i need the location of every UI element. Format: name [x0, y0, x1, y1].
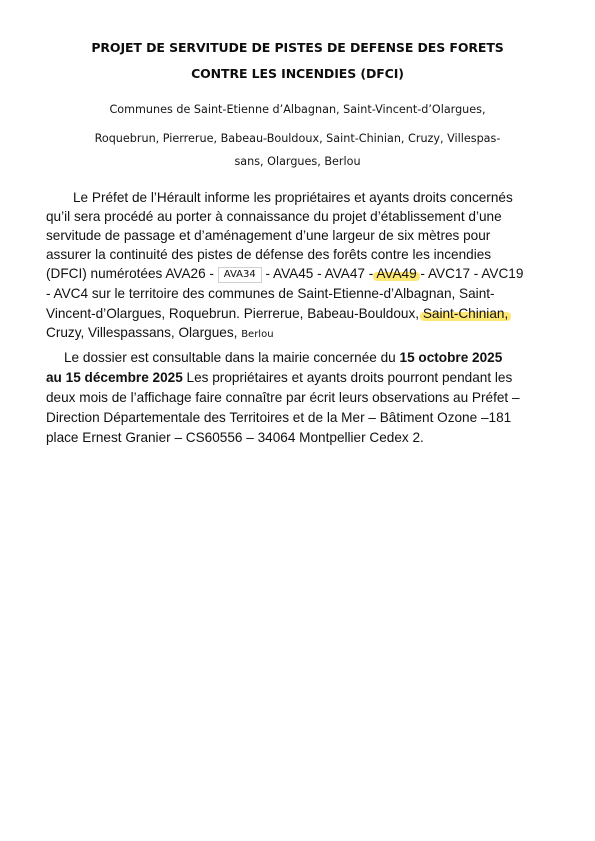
consultation-text: Les propriétaires et ayants droits pourront pendant les [182, 370, 513, 385]
handwritten-commune: Berlou [241, 329, 274, 340]
paragraph-line: - AVC4 sur le territoire des communes de Saint-Etienne-d’Albagnan, Saint- [46, 286, 495, 301]
end-date: au 15 décembre 2025 [46, 370, 183, 385]
paragraph-line-last [46, 325, 274, 340]
communes-line-2: Roquebrun, Pierrerue, Babeau-Bouldoux, Saint-Chinian, Cruzy, Villespas- [94, 132, 501, 145]
paragraph-line-communes [46, 306, 508, 321]
paragraph-line-dfci [46, 266, 523, 283]
communes-text-end: Cruzy, Villespassans, Olargues, [46, 325, 238, 340]
paragraph-line: servitude de passage et d’aménagement d’une largeur de six mètres pour [46, 228, 491, 243]
paragraph-line: Le Préfet de l’Hérault informe les propriétaires et ayants droits concernés [73, 190, 513, 205]
document-title-line-2: CONTRE LES INCENDIES (DFCI) [191, 66, 404, 81]
consultation-text: Le dossier est consultable dans la mairie concernée du [64, 350, 396, 365]
consultation-line-5: place Ernest Granier – CS60556 – 34064 Montpellier Cedex 2. [46, 430, 424, 445]
communes-line-3: sans, Olargues, Berlou [234, 155, 361, 168]
dfci-text-a: (DFCI) numérotées AVA26 - [46, 266, 214, 281]
highlighted-track: AVA49 [376, 266, 417, 281]
consultation-line-2 [46, 370, 512, 385]
communes-text: Vincent-d’Olargues, Roquebrun. Pierrerue, Babeau-Bouldoux, [46, 306, 420, 321]
consultation-line-3: deux mois de l’affichage faire connaître par écrit leurs observations au Préfet – [46, 390, 520, 405]
communes-line-1: Communes de Saint-Etienne d’Albagnan, Saint-Vincent-d’Olargues, [109, 103, 486, 116]
consultation-line-1 [64, 350, 502, 365]
consultation-line-4: Direction Départementale des Territoires et de la Mer – Bâtiment Ozone –181 [46, 410, 512, 425]
track-label-box: AVA34 [218, 267, 262, 283]
dfci-text-c: - AVC17 - AVC19 [416, 266, 524, 281]
highlighted-commune: Saint-Chinian, [422, 306, 509, 321]
paragraph-line: assurer la continuité des pistes de défense des forêts contre les incendies [46, 247, 492, 262]
start-date: 15 octobre 2025 [399, 350, 503, 365]
document-title-line-1: PROJET DE SERVITUDE DE PISTES DE DEFENSE DES FORETS [91, 40, 504, 55]
paragraph-line: qu’il sera procédé au porter à connaissance du projet d’établissement d’une [46, 209, 502, 224]
dfci-text-b: - AVA45 - AVA47 - [261, 266, 374, 281]
